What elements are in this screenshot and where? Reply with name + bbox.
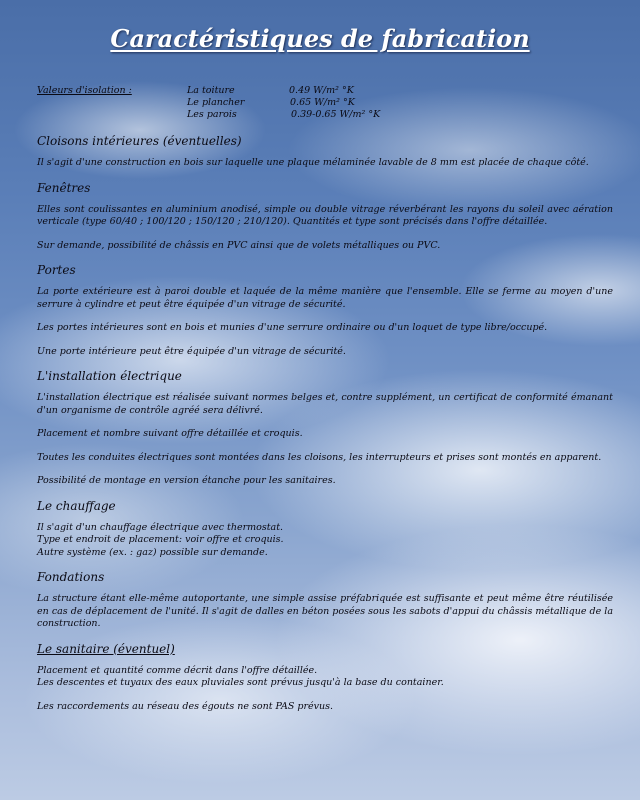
section-paragraph: Possibilité de montage en version étanche pour les sanitaires. <box>37 475 336 486</box>
section-paragraph: Toutes les conduites électriques sont montées dans les cloisons, les interrupteurs et prises sont montés en apparent. <box>37 451 602 463</box>
section-paragraph: Il s'agit d'une construction en bois sur laquelle une plaque mélaminée lavable de 8 mm est placée de chaque côté. <box>37 157 589 168</box>
insulation-label: Valeurs d'isolation : <box>37 85 132 96</box>
section <box>37 570 613 631</box>
sections-container <box>37 134 613 724</box>
section <box>37 263 613 358</box>
section <box>37 181 613 253</box>
section <box>37 642 613 714</box>
insulation-value: 0.39-0.65 W/m² °K <box>291 109 381 120</box>
section-paragraph: Placement et quantité comme décrit dans l'offre détaillée. Les descentes et tuyaux des eaux pluviales sont prévus jusqu'à la base du container. <box>37 664 444 688</box>
section-paragraph: L'installation électrique est réalisée suivant normes belges et, contre supplément, un certificat de conformité émanant d'un organisme de contrôle agréé sera délivré. <box>37 392 613 416</box>
page-title: Caractéristiques de fabrication <box>110 24 530 53</box>
section-heading: Le chauffage <box>37 498 116 513</box>
section-heading: Fenêtres <box>37 180 91 195</box>
section-heading: Le sanitaire (éventuel) <box>37 641 175 656</box>
insulation-part: Les parois <box>187 109 237 120</box>
section-paragraph: La structure étant elle-même autoportante, une simple assise préfabriquée est suffisante et peut même être réutilisée en cas de déplacement de l'unité. Il s'agit de dalles en béton posées sous les sabots d'appui du châssis métallique de la construction. <box>37 593 613 629</box>
section-paragraph: La porte extérieure est à paroi double et laquée de la même manière que l'ensemble. Elle se ferme au moyen d'une serrure à cylindre et peut être équipée d'un vitrage de sécurité. <box>37 286 613 310</box>
section-heading: Fondations <box>37 570 105 584</box>
section-paragraph: Placement et nombre suivant offre détaillée et croquis. <box>37 428 303 439</box>
section-paragraph: Sur demande, possibilité de châssis en PVC ainsi que de volets métalliques ou PVC. <box>37 239 441 251</box>
insulation-row <box>187 109 607 122</box>
section-paragraph: Il s'agit d'un chauffage électrique avec thermostat. Type et endroit de placement: voir offre et croquis. Autre système (ex. : gaz) possible sur demande. <box>37 521 284 558</box>
section <box>37 369 613 488</box>
section-paragraph: Elles sont coulissantes en aluminium anodisé, simple ou double vitrage réverbérant les rayons du soleil avec aération verticale (type 60/40 ; 100/120 ; 150/120 ; 210/120). Quantités et type sont précisés dans l'offre détaillée. <box>37 203 613 227</box>
section-heading: Cloisons intérieures (éventuelles) <box>37 134 242 148</box>
section-heading: Portes <box>37 263 76 277</box>
section-heading: L'installation électrique <box>37 369 182 383</box>
insulation-value: 0.65 W/m² °K <box>290 97 355 108</box>
insulation-value: 0.49 W/m² °K <box>289 85 354 96</box>
section-paragraph: Une porte intérieure peut être équipée d'un vitrage de sécurité. <box>37 345 346 357</box>
section-paragraph: Les portes intérieures sont en bois et munies d'une serrure ordinaire ou d'un loquet de type libre/occupé. <box>37 322 548 333</box>
section <box>37 499 613 560</box>
section <box>37 134 613 170</box>
insulation-part: Le plancher <box>187 97 245 108</box>
section-paragraph: Les raccordements au réseau des égouts ne sont PAS prévus. <box>37 700 334 712</box>
insulation-part: La toiture <box>187 85 235 96</box>
